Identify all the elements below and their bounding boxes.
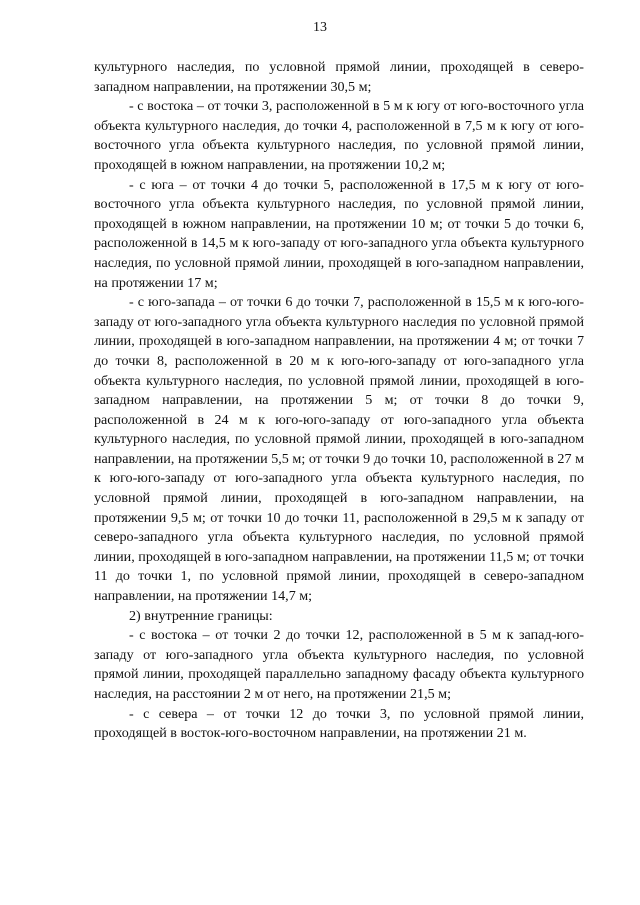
document-body <box>94 58 584 744</box>
paragraph-southwest-boundary: - с юго-запада – от точки 6 до точки 7, расположенной в 15,5 м к юго-юго-западу от юго-западного угла объекта культурного наследия по условной прямой линии, проходящей в юго-западном направлении, на протяжении 4 м; от точки 7 до точки 8, расположенной в 20 м к юго-юго-западу от юго-западного угла объекта культурного наследия, по условной прямой линии, проходящей в юго-западном направлении, на протяжении 5 м; от точки 8 до точки 9, расположенной в 24 м к юго-юго-западу от юго-западного угла объекта культурного наследия, по условной прямой линии, проходящей в юго-западном направлении, на протяжении 5,5 м; от точки 9 до точки 10, расположенной в 27 м к юго-юго-западу от юго-западного угла объекта культурного наследия, по условной прямой линии, проходящей в юго-западном направлении, на протяжении 9,5 м; от точки 10 до точки 11, расположенной в 29,5 м к западу от северо-западного угла объекта культурного наследия, по условной прямой линии, проходящей в юго-западном направлении, на протяжении 11,5 м; от точки 11 до точки 1, по условной прямой линии, проходящей в северо-западном направлении, на протяжении 14,7 м; <box>94 294 584 605</box>
page-number: 13 <box>313 20 327 35</box>
paragraph-inner-boundaries-heading: 2) внутренние границы: <box>129 607 273 624</box>
paragraph-south-boundary: - с юга – от точки 4 до точки 5, расположенной в 17,5 м к югу от юго-восточного угла объекта культурного наследия, по условной прямой линии, проходящей в южном направлении, на протяжении 10 м; от точки 5 до точки 6, расположенной в 14,5 м к юго-западу от юго-западного угла объекта культурного наследия, по условной прямой линии, проходящей в юго-западном направлении, на протяжении 17 м; <box>94 176 584 291</box>
paragraph-east-boundary: - с востока – от точки 3, расположенной в 5 м к югу от юго-восточного угла объекта культурного наследия, до точки 4, расположенной в 7,5 м к югу от юго-восточного угла объекта культурного наследия, по условной прямой линии, проходящей в южном направлении, на протяжении 10,2 м; <box>94 98 584 173</box>
paragraph-inner-east-boundary: - с востока – от точки 2 до точки 12, расположенной в 5 м к запад-юго-западу от юго-западного угла объекта культурного наследия, по условной прямой линии, проходящей параллельно западному фасаду объекта культурного наследия, на расстоянии 2 м от него, на протяжении 21,5 м; <box>94 627 584 702</box>
paragraph-inner-north-boundary: - с севера – от точки 12 до точки 3, по условной прямой линии, проходящей в восток-юго-восточном направлении, на протяжении 21 м. <box>94 705 584 742</box>
paragraph-continuation: культурного наследия, по условной прямой линии, проходящей в северо-западном направлении, на протяжении 30,5 м; <box>94 59 584 95</box>
